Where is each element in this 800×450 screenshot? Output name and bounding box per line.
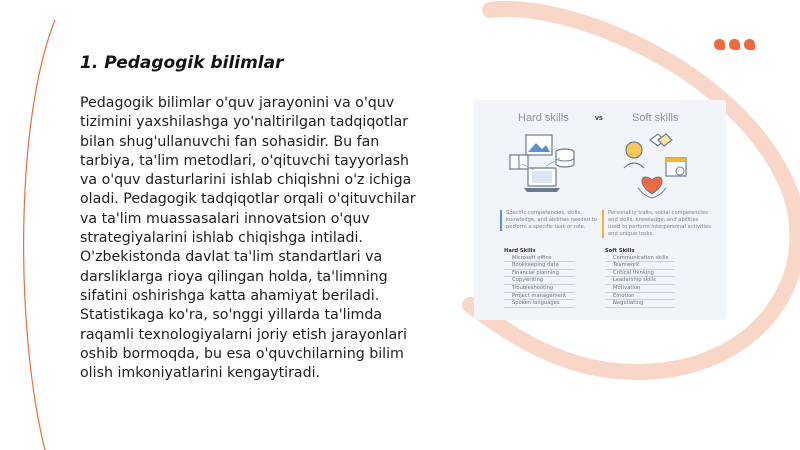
list-item: Communication skills [605, 255, 675, 263]
decor-dot [744, 39, 755, 50]
infographic-icons [474, 100, 726, 210]
laptop-icon [524, 168, 560, 192]
list-item: Financial planning [504, 270, 574, 278]
hard-vs-soft-skills-image [474, 100, 726, 320]
decor-arc-thin [24, 20, 55, 450]
list-item: Critical thinking [605, 270, 675, 278]
decor-dot [729, 39, 740, 50]
calendar-icon [666, 158, 686, 176]
list-item: Bookkeeping data [504, 262, 574, 270]
vs-label: vs [595, 115, 603, 122]
list-item: Spoken languages [504, 300, 574, 308]
decor-dots [714, 39, 755, 50]
hard-skills-list-title: Hard Skills [504, 248, 536, 254]
hard-skills-list [504, 248, 574, 308]
slide-title: 1. Pedagogik bilimlar [80, 53, 284, 73]
list-item: Negotiating [605, 300, 675, 308]
handshake-icon [650, 134, 672, 146]
list-item: Motivation [605, 285, 675, 293]
hard-skills-description: Specific competencies, skills, knowledge, and abilities needed to perform a specific task or role. [500, 210, 610, 231]
list-item: Copywriting [504, 277, 574, 285]
list-item: Project management [504, 293, 574, 301]
soft-skills-list-title: Soft Skills [605, 248, 635, 254]
list-item: Teamwork [605, 262, 675, 270]
soft-skills-description: Personality traits, social competencies and skills, knowledge, and abilities used to perform interpersonal activities and unique tasks. [602, 210, 712, 238]
heart-icon [638, 177, 666, 198]
decor-dot [714, 39, 725, 50]
list-item: Leadership skills [605, 277, 675, 285]
slide-paragraph: Pedagogik bilimlar o'quv jarayonini va o'quv tizimini yaxshilashga yo'naltirilgan tadqiqotlar bilan shug'ullanuvchi fan sohasidir. Bu fan tarbiya, ta'lim metodlari, o'qituvchi tayyorlash va o'quv dasturlarini ishlab chiqishni o'z ichiga oladi. Pedagogik tadqiqotlar orqali o'qituvchilar va ta'lim muassasalari innovatsion o'quv strategiyalarini ishlab chiqishga intiladi. O'zbekistonda davlat ta'lim standartlari va darsliklarga rioya qilingan holda, ta'limning sifatini oshirishga katta ahamiyat beriladi. Statistikaga ko'ra, so'nggi yillarda ta'limda raqamli texnologiyalarni joriy etish jarayonlari oshib bormoqda, bu esa o'quvchilarning bilim olish imkoniyatlarini kengaytiradi. [80, 95, 416, 382]
database-icon [556, 149, 574, 167]
book-icon [510, 155, 528, 169]
list-item: Troubleshooting [504, 285, 574, 293]
hard-skills-heading: Hard skills [518, 112, 569, 124]
list-item: Emotion [605, 293, 675, 301]
person-icon [624, 142, 644, 168]
image-icon [526, 135, 552, 155]
list-item: Microsoft office [504, 255, 574, 263]
soft-skills-heading: Soft skills [632, 112, 679, 124]
soft-skills-list [605, 248, 675, 308]
